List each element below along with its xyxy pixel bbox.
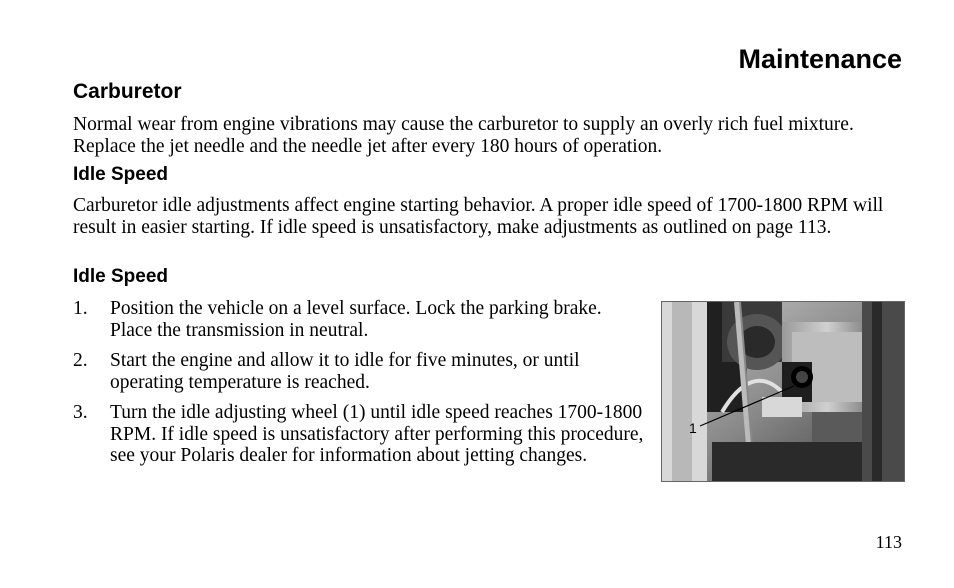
step-number: 1. [73, 298, 88, 319]
step-text: Start the engine and allow it to idle for five minutes, or until operating temperature is reached. [110, 350, 580, 393]
idle-speed-heading: Idle Speed [73, 164, 169, 185]
step-number: 3. [73, 402, 88, 423]
carburetor-photo-illustration [662, 302, 904, 481]
procedure-steps-list [73, 298, 648, 476]
idle-speed-procedure-heading: Idle Speed [73, 266, 169, 287]
idle-speed-paragraph: Carburetor idle adjustments affect engine starting behavior. A proper idle speed of 1700-1800 RPM will result in easier starting. If idle speed is unsatisfactory, make adjustments as outlined on page 113. [73, 195, 884, 238]
section-title: Maintenance [738, 44, 902, 74]
step-number: 2. [73, 350, 88, 371]
list-item [73, 350, 648, 393]
carburetor-paragraph: Normal wear from engine vibrations may cause the carburetor to supply an overly rich fuel mixture. Replace the jet needle and the needle jet after every 180 hours of operation. [73, 114, 854, 157]
list-item [73, 298, 648, 341]
step-text: Turn the idle adjusting wheel (1) until idle speed reaches 1700-1800 RPM. If idle speed is unsatisfactory after performing this procedure, see your Polaris dealer for information about jetting changes. [110, 402, 644, 466]
carburetor-heading: Carburetor [73, 80, 182, 103]
page-number: 113 [875, 532, 902, 552]
step-text: Position the vehicle on a level surface. Lock the parking brake. Place the transmission in neutral. [110, 298, 602, 341]
list-item [73, 402, 648, 467]
carburetor-photo [661, 301, 905, 482]
callout-label: 1 [689, 420, 697, 436]
